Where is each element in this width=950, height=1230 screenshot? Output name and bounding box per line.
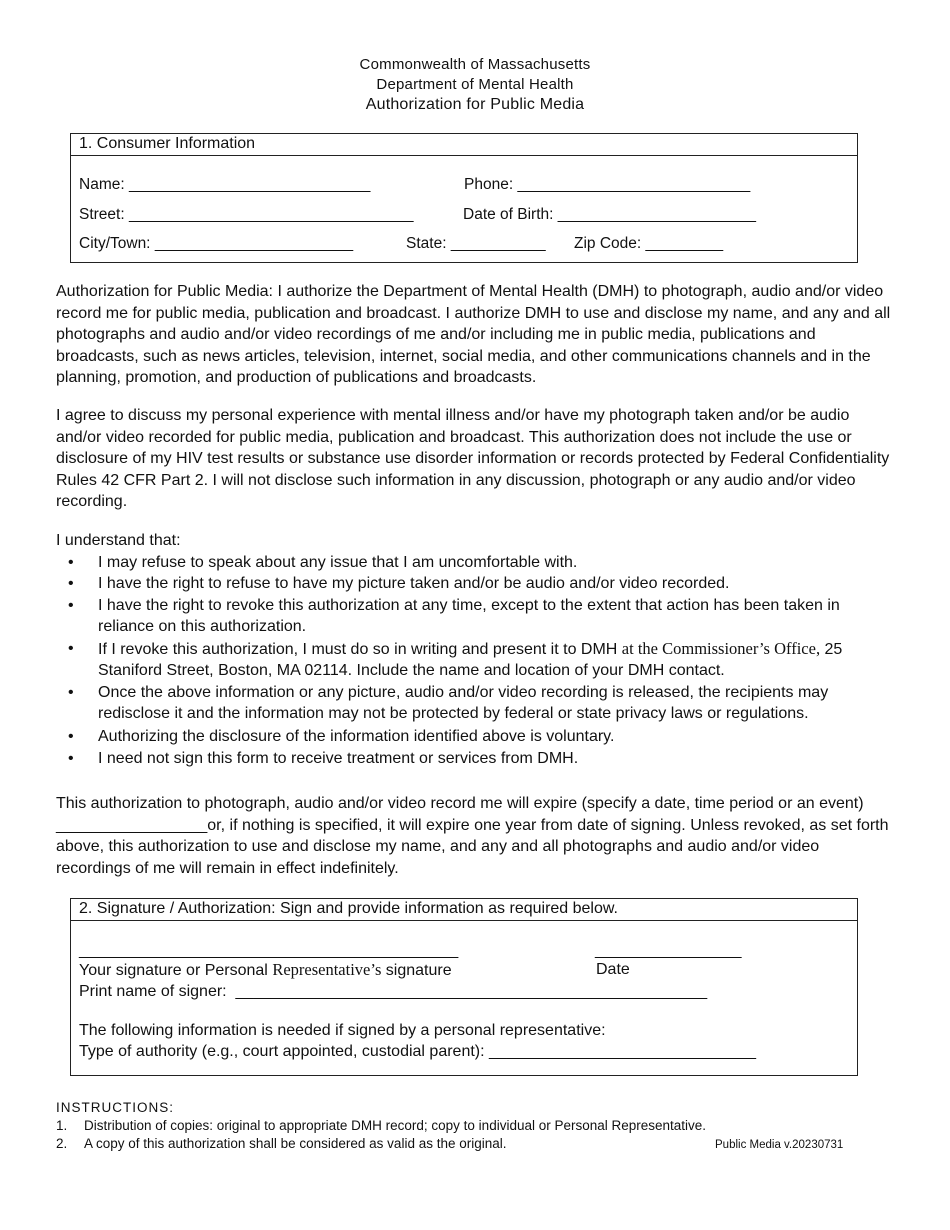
expiration-text [56,793,896,879]
authority-label: Type of authority (e.g., court appointed, custodial parent): [79,1043,490,1060]
print-name-label: Print name of signer: [79,983,236,1000]
bullet-icon: • [68,553,74,571]
list-item [56,726,896,748]
header-commonwealth: Commonwealth of Massachusetts [359,56,591,73]
authority-type-field[interactable] [79,1042,756,1062]
street-blank[interactable]: _________________________________ [128,206,414,223]
dob-label: Date of Birth: [463,206,558,223]
signature-section [70,898,858,1076]
bullet-icon: • [68,683,74,701]
sig-label-serif: Representative’s [272,960,382,979]
bullet-text: I have the right to refuse to have my picture taken and/or be audio and/or video recorded. [98,575,730,592]
signature-label [79,960,452,981]
list-item [56,682,896,725]
authorization-text: Authorization for Public Media: I authorize the Department of Mental Health (DMH) to photograph, audio and/or video record me for public media, publication and broadcast. I authorize DMH to use and disclose my name, and any and all photographs and audio and/or video recordings of me and/or including me in public media, publications and broadcasts, such as news articles, television, internet, social media, and other communications channels and in the planning, promotion, and production of publications and broadcasts. [56,283,891,386]
name-label: Name: [79,176,129,193]
header-department: Department of Mental Health [376,76,574,93]
zip-blank[interactable]: _________ [645,235,724,252]
phone-blank[interactable]: ___________________________ [517,176,751,193]
understand-intro: I understand that: [56,532,181,549]
city-label: City/Town: [79,235,155,252]
agreement-paragraph [56,405,896,513]
phone-field[interactable] [464,175,750,195]
print-name-field[interactable] [79,982,707,1002]
section1-title: 1. Consumer Information [71,134,857,156]
instruction-number: 1. [56,1118,68,1133]
list-item [56,595,896,638]
section2-title: 2. Signature / Authorization: Sign and provide information as required below. [71,899,857,921]
bullet-text: Authorizing the disclosure of the information identified above is voluntary. [98,727,615,745]
authorization-paragraph [56,281,896,389]
bullet-icon: • [68,727,74,745]
print-name-blank[interactable]: _____________________________________________________ [235,983,708,1000]
zip-code-field[interactable] [574,234,723,254]
expire-text-part2: or, if nothing is specified, it will expire one year from date of signing. Unless revoked, as set forth above, this authorization to use and disclose my name, and any and all photographs and audio and/or video recordings of me will remain in effect indefinitely. [56,816,889,877]
bullet-text: If I revoke this authorization, I must do so in writing and present it to DMH [98,640,622,658]
form-header [0,55,950,115]
date-label: Date [596,961,630,978]
name-field[interactable] [79,175,370,195]
bullet-text: Once the above information or any picture, audio and/or video recording is released, the recipients may redisclose it and the information may not be protected by federal or state privacy laws or regulations. [98,683,829,722]
instruction-item [56,1117,856,1135]
expire-text-part1: This authorization to photograph, audio and/or video record me will expire (specify a date, time period or an event) [56,795,864,812]
state-blank[interactable]: ___________ [450,235,546,252]
date-blank[interactable]: _________________ [595,942,742,959]
bullet-text: I need not sign this form to receive treatment or services from DMH. [98,750,579,767]
bullet-text: 25 Staniford Street, Boston, MA 02114. Include the name and location of your DMH contact. [98,640,843,679]
signature-blank[interactable]: ____________________________________________ [79,942,459,959]
sig-label-part2: signature [381,962,452,979]
authority-blank[interactable]: ______________________________ [489,1043,756,1060]
bullet-text: I may refuse to speak about any issue that I am uncomfortable with. [98,553,578,571]
street-field[interactable] [79,205,413,225]
instructions-title: INSTRUCTIONS: [56,1100,175,1115]
header-form-title: Authorization for Public Media [365,96,585,113]
street-label: Street: [79,206,129,223]
state-label: State: [406,235,451,252]
bullet-icon: • [68,596,74,614]
dob-blank[interactable]: _______________________ [557,206,757,223]
representative-note: The following information is needed if signed by a personal representative: [79,1022,606,1039]
list-item [56,552,896,574]
state-field[interactable] [406,234,546,254]
zip-label: Zip Code: [574,235,646,252]
list-item [56,638,896,682]
instruction-number: 2. [56,1136,68,1151]
date-of-birth-field[interactable] [463,205,756,225]
bullet-icon: • [68,575,74,592]
name-blank[interactable]: ____________________________ [128,176,371,193]
understanding-list [56,552,896,770]
expiration-blank[interactable]: _________________ [56,816,208,834]
bullet-text-serif: at the Commissioner’s Office, [621,638,821,658]
consumer-information-section [70,133,858,263]
city-town-field[interactable] [79,234,353,254]
list-item [56,573,896,595]
list-item [56,748,896,770]
phone-label: Phone: [464,176,518,193]
form-version: Public Media v.20230731 [715,1139,844,1151]
bullet-icon: • [68,639,74,657]
instruction-text: Distribution of copies: original to appropriate DMH record; copy to individual or Personal Representative. [84,1118,707,1133]
expiration-paragraph [56,793,896,879]
bullet-text: I have the right to revoke this authorization at any time, except to the extent that action has been taken in reliance on this authorization. [98,596,840,635]
agreement-text: I agree to discuss my personal experience with mental illness and/or have my photograph taken and/or be audio and/or video recorded for public media, publication and broadcast. This authorization does not include the use or disclosure of my HIV test results or substance use disorder information or records protected by Federal Confidentiality Rules 42 CFR Part 2. I will not disclose such information in any discussion, photograph or any audio and/or video recording. [56,407,890,510]
city-blank[interactable]: _______________________ [154,235,354,252]
instruction-text: A copy of this authorization shall be considered as valid as the original. [84,1136,507,1151]
understanding-list-section [56,530,896,770]
sig-label-part1: Your signature or Personal [79,962,273,979]
bullet-icon: • [68,750,74,767]
